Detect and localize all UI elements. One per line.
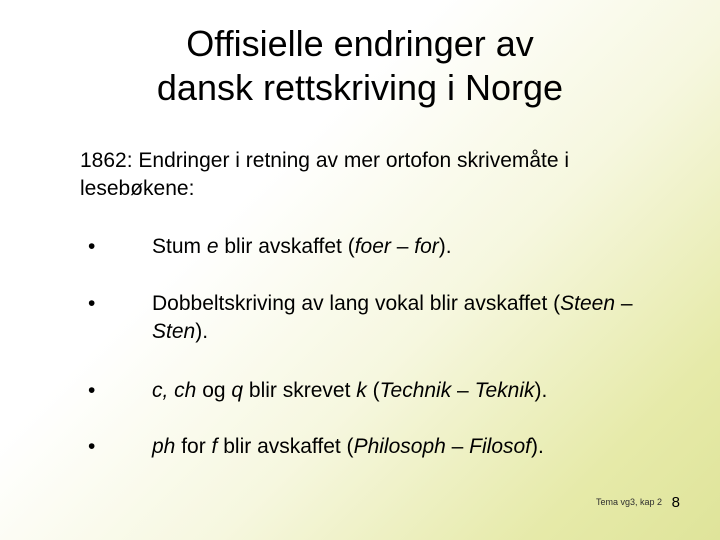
bullet-text-segment: blir avskaffet (	[217, 435, 354, 458]
bullet-text-segment: k	[356, 379, 367, 402]
bullet-text-segment: Technik	[379, 379, 452, 402]
bullet-text	[152, 233, 672, 261]
bullet-text-segment: –	[390, 235, 415, 258]
bullet-text-segment: ).	[195, 320, 209, 343]
bullet-text-segment: ph	[152, 435, 176, 458]
bullet-text-segment: ).	[531, 435, 544, 458]
intro-text: 1862: Endringer i retning av mer ortofon skrivemåte i lesebøkene:	[80, 149, 570, 200]
footer-text: Tema vg3, kap 2	[595, 497, 662, 507]
title-line-2: dansk rettskriving i Norge	[156, 67, 564, 108]
bullet-text-segment: Steen	[560, 292, 616, 315]
bullet-text-segment: Dobbeltskriving av lang vokal blir avskaffet (	[152, 292, 561, 315]
bullet-text-segment: –	[451, 379, 475, 402]
bullet-text-segment: Filosof	[469, 435, 532, 458]
bullet-text-segment: Philosoph	[353, 435, 446, 458]
bullet-symbol: •	[88, 379, 96, 402]
bullet-text-segment: Stum	[152, 235, 207, 258]
bullet-text-segment: Sten	[152, 320, 196, 343]
bullet-text-segment: ).	[438, 235, 452, 258]
bullet-symbol: •	[88, 435, 96, 458]
bullet-text-segment: –	[445, 435, 470, 458]
bullet-text-segment: e	[206, 235, 219, 258]
bullet-text-segment: blir skrevet	[243, 379, 357, 402]
bullet-text-segment: foer	[354, 235, 391, 258]
bullet-symbol: •	[88, 235, 96, 258]
bullet-text	[152, 433, 672, 461]
bullet-text-segment: –	[615, 292, 633, 315]
bullet-text-segment: (	[366, 379, 380, 402]
bullet-text	[152, 290, 672, 346]
title-line-1: Offisielle endringer av	[186, 23, 534, 64]
slide-title	[60, 22, 660, 110]
bullet-text-segment: c, ch	[152, 379, 197, 402]
bullet-text-segment: q	[231, 379, 244, 402]
bullet-text-segment: ).	[534, 379, 548, 402]
bullet-text	[152, 377, 672, 405]
bullet-text-segment: for	[414, 235, 439, 258]
bullet-symbol: •	[88, 292, 96, 315]
bullet-text-segment: Teknik	[474, 379, 535, 402]
page-number: 8	[671, 494, 680, 511]
bullet-text-segment: for	[175, 435, 212, 458]
bullet-text-segment: blir avskaffet (	[218, 235, 355, 258]
bullet-text-segment: og	[196, 379, 232, 402]
bullet-text-segment: f	[211, 435, 218, 458]
